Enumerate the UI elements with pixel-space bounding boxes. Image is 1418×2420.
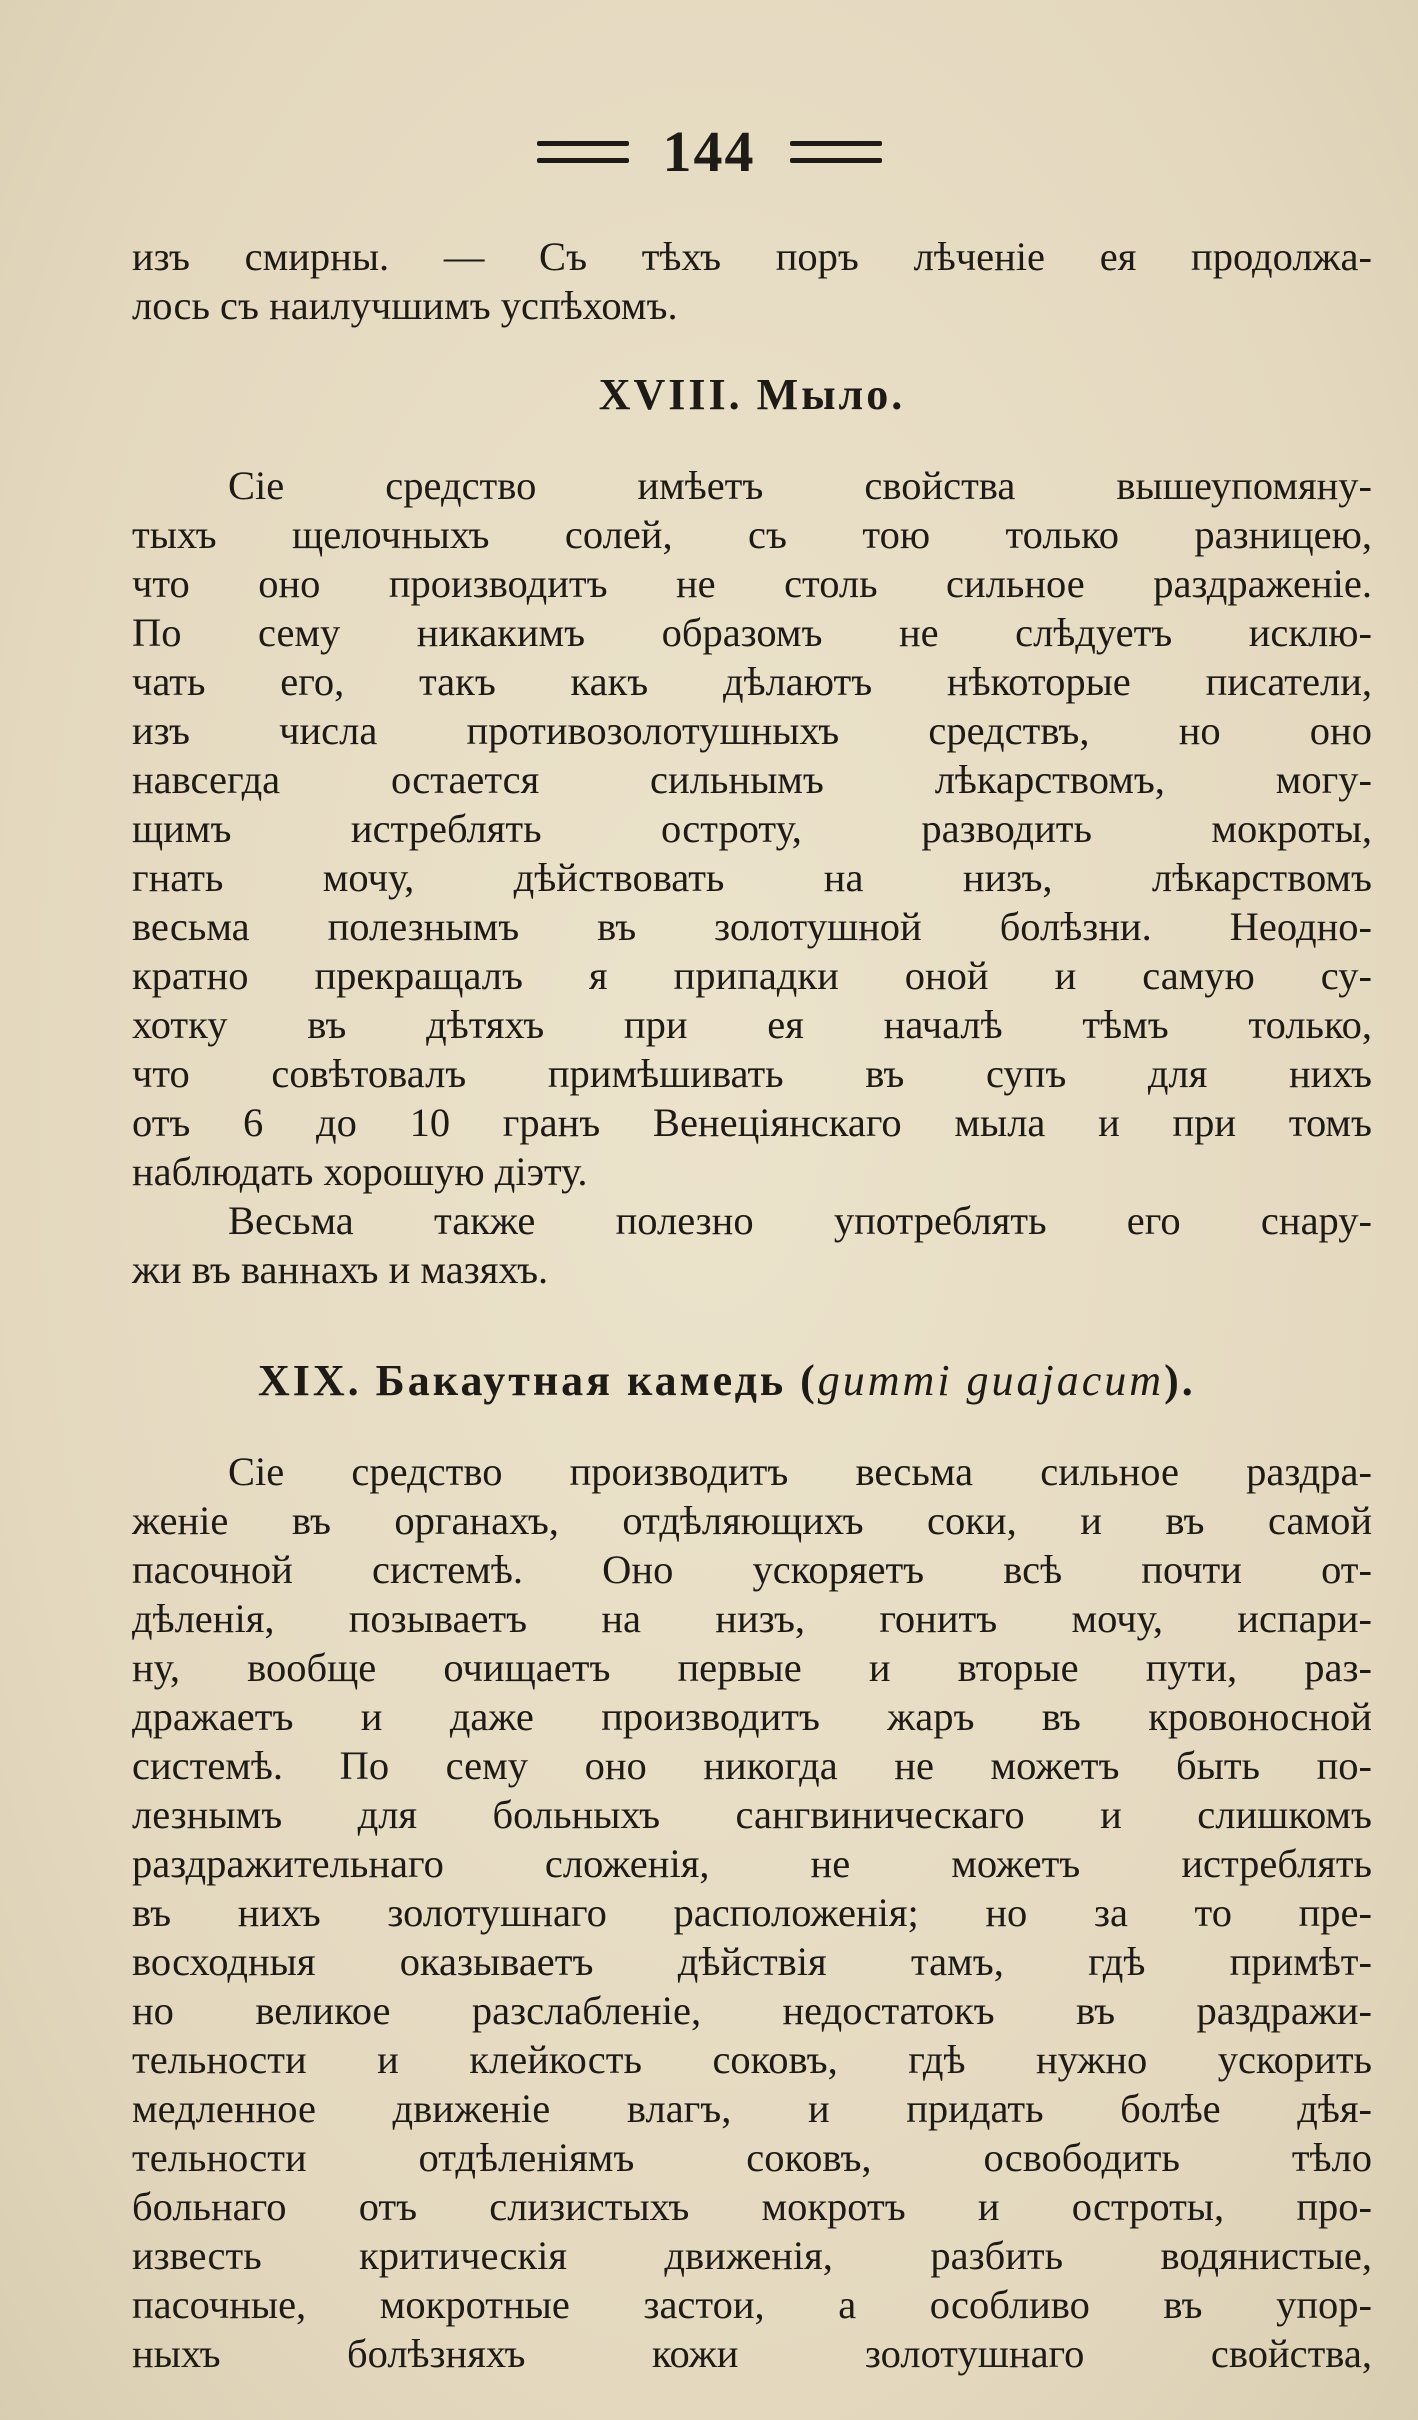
section-spacer [132,1294,1372,1356]
text-line: навсегда остается сильнымъ лѣкарствомъ, могу- [132,757,1372,802]
section-xviii-paragraph-2 [132,1196,1372,1294]
text-line: что совѣтовалъ примѣшивать въ супъ для нихъ [132,1051,1372,1096]
text-line: но великое разслабленіе, недостатокъ въ раздражи- [132,1988,1372,2033]
section-xix-paragraph [132,1447,1372,2378]
text-line: дражаетъ и даже производитъ жаръ въ кровоносной [132,1694,1372,1739]
text-line: женіе въ органахъ, отдѣляющихъ соки, и въ самой [132,1498,1372,1543]
right-double-rule [790,141,882,163]
text-line: что оно производитъ не столь сильное раздраженіе. [132,561,1372,606]
text-line: наблюдать хорошую діэту. [132,1149,588,1194]
section-heading-xviii: XVIII. Мыло. [598,370,906,419]
text-line: чать его, такъ какъ дѣлаютъ нѣкоторые писатели, [132,659,1372,704]
text-line: известь критическія движенія, разбить водянистые, [132,2233,1372,2278]
page-body [132,232,1372,2378]
text-line: Сіе средство имѣетъ свойства вышеупомяну- [228,463,1372,508]
text-line: гнать мочу, дѣйствовать на низъ, лѣкарствомъ [132,855,1372,900]
text-line: системѣ. По сему оно никогда не можетъ быть по- [132,1743,1372,1788]
text-line: лезнымъ для больныхъ сангвиническаго и слишкомъ [132,1792,1372,1837]
text-line: въ нихъ золотушнаго расположенія; но за то пре- [132,1890,1372,1935]
text-line: щимъ истреблять остроту, разводить мокроты, [132,806,1372,851]
text-line: жи въ ваннахъ и мазяхъ. [132,1247,549,1292]
text-line: кратно прекращалъ я припадки оной и самую су- [132,953,1372,998]
text-line: ныхъ болѣзняхъ кожи золотушнаго свойства, [132,2331,1372,2376]
text-line: медленное движеніе влагъ, и придать болѣе дѣя- [132,2086,1372,2131]
heading-text-end: ). [1164,1356,1196,1405]
text-line: тыхъ щелочныхъ солей, съ тою только разницею, [132,512,1372,557]
text-line: тельности и клейкость соковъ, гдѣ нужно ускорить [132,2037,1372,2082]
text-line: Весьма также полезно употреблять его снару- [228,1198,1372,1243]
text-line: изъ числа противозолотушныхъ средствъ, но оно [132,708,1372,753]
text-line: По сему никакимъ образомъ не слѣдуетъ исклю- [132,610,1372,655]
text-line: хотку въ дѣтяхъ при ея началѣ тѣмъ только, [132,1002,1372,1047]
left-double-rule [537,141,629,163]
text-line: восходныя оказываетъ дѣйствія тамъ, гдѣ примѣт- [132,1939,1372,1984]
section-xviii-paragraph-1 [132,461,1372,1196]
heading-latin-name: gummi guajacum [817,1356,1165,1405]
section-heading-xix [132,1356,1372,1405]
text-line: пасочной системѣ. Оно ускоряетъ всѣ почти от- [132,1547,1372,1592]
heading-text: XIX. Бакаутная камедь ( [258,1356,818,1405]
text-line: отъ 6 до 10 гранъ Венеціянскаго мыла и при томъ [132,1100,1372,1145]
text-line: лось съ наилучшимъ успѣхомъ. [132,283,678,328]
text-line: изъ смирны. — Съ тѣхъ поръ лѣченіе ея продолжа- [132,234,1372,279]
page-number: 144 [662,119,756,184]
text-line: пасочные, мокротные застои, а особливо въ упор- [132,2282,1372,2327]
text-line: больнаго отъ слизистыхъ мокротъ и остроты, про- [132,2184,1372,2229]
page-header [0,118,1418,185]
text-line: ну, вообще очищаетъ первые и вторые пути, раз- [132,1645,1372,1690]
text-line: весьма полезнымъ въ золотушной болѣзни. Неодно- [132,904,1372,949]
text-line: дѣленія, позываетъ на низъ, гонитъ мочу, испари- [132,1596,1372,1641]
text-line: тельности отдѣленіямъ соковъ, освободить тѣло [132,2135,1372,2180]
text-line: Сіе средство производитъ весьма сильное раздра- [228,1449,1372,1494]
text-line: раздражительнаго сложенія, не можетъ истреблять [132,1841,1372,1886]
